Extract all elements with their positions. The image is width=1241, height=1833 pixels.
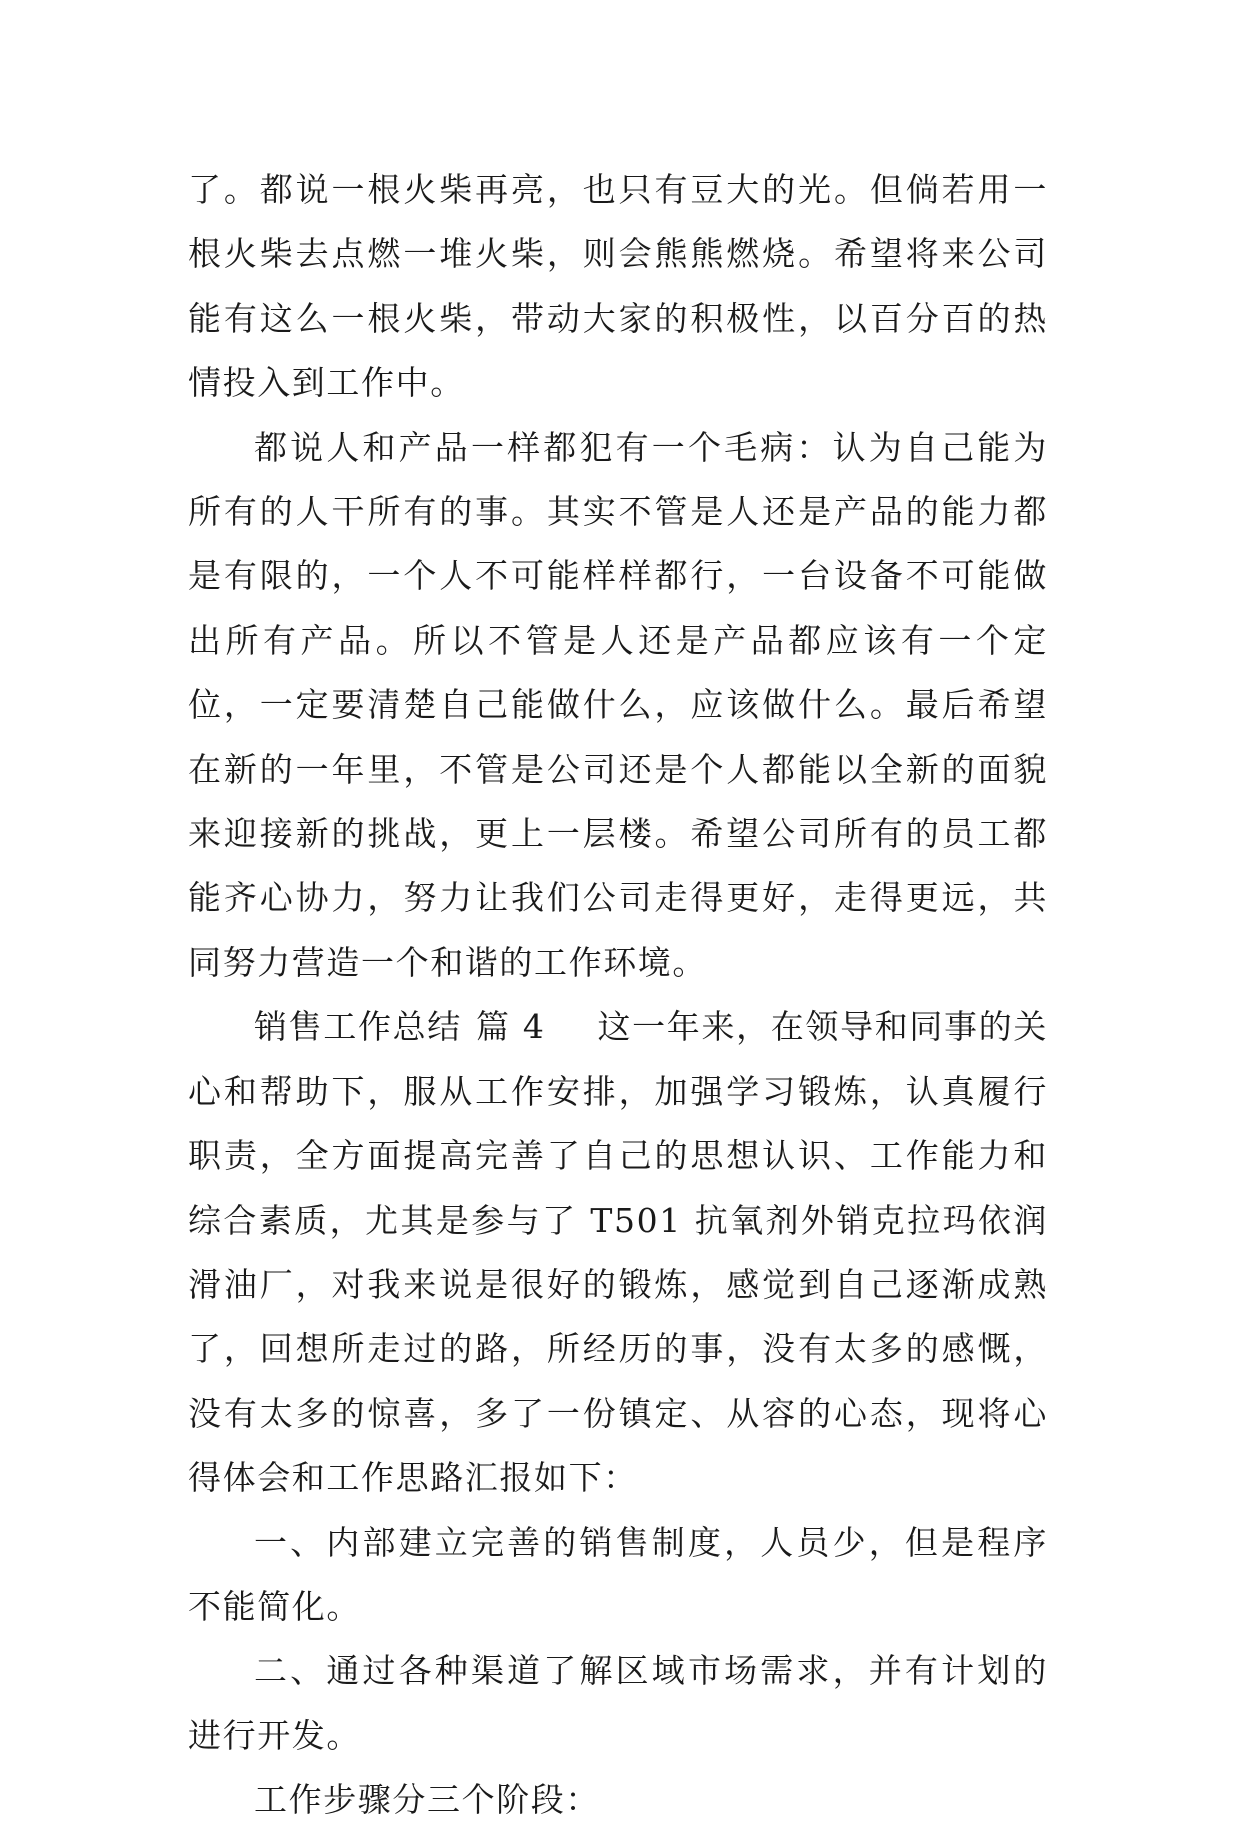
document-body	[188, 158, 1048, 1833]
paragraph-2: 都说人和产品一样都犯有一个毛病：认为自己能为所有的人干所有的事。其实不管是人还是产品的能力都是有限的，一个人不可能样样都行，一台设备不可能做出所有产品。所以不管是人还是产品都应该有一个定位，一定要清楚自己能做什么，应该做什么。最后希望在新的一年里，不管是公司还是个人都能以全新的面貌来迎接新的挑战，更上一层楼。希望公司所有的员工都能齐心协力，努力让我们公司走得更好，走得更远，共同努力营造一个和谐的工作环境。	[188, 427, 1048, 982]
paragraph-4: 一、内部建立完善的销售制度，人员少，但是程序不能简化。	[188, 1522, 1048, 1626]
paragraph-3-text: 这一年来，在领导和同事的关心和帮助下，服从工作安排，加强学习锻炼，认真履行职责，全方面提高完善了自己的思想认识、工作能力和综合素质，尤其是参与了 T501 抗氧剂外销克拉玛依润滑油厂，对我来说是很好的锻炼，感觉到自己逐渐成熟了，回想所走过的路，所经历的事，没有太多的感慨，没有太多的惊喜，多了一份镇定、从容的心态，现将心得体会和工作思路汇报如下：	[188, 1007, 1048, 1498]
section-number: 篇 4	[475, 1007, 546, 1047]
paragraph-1: 了。都说一根火柴再亮，也只有豆大的光。但倘若用一根火柴去点燃一堆火柴，则会熊熊燃烧。希望将来公司能有这么一根火柴，带动大家的积极性，以百分百的热情投入到工作中。	[188, 170, 1048, 403]
paragraph-6: 工作步骤分三个阶段：	[254, 1780, 600, 1820]
paragraph-3	[188, 995, 1048, 1510]
paragraph-5: 二、通过各种渠道了解区域市场需求，并有计划的进行开发。	[188, 1651, 1048, 1755]
section-heading: 销售工作总结	[254, 1007, 462, 1047]
